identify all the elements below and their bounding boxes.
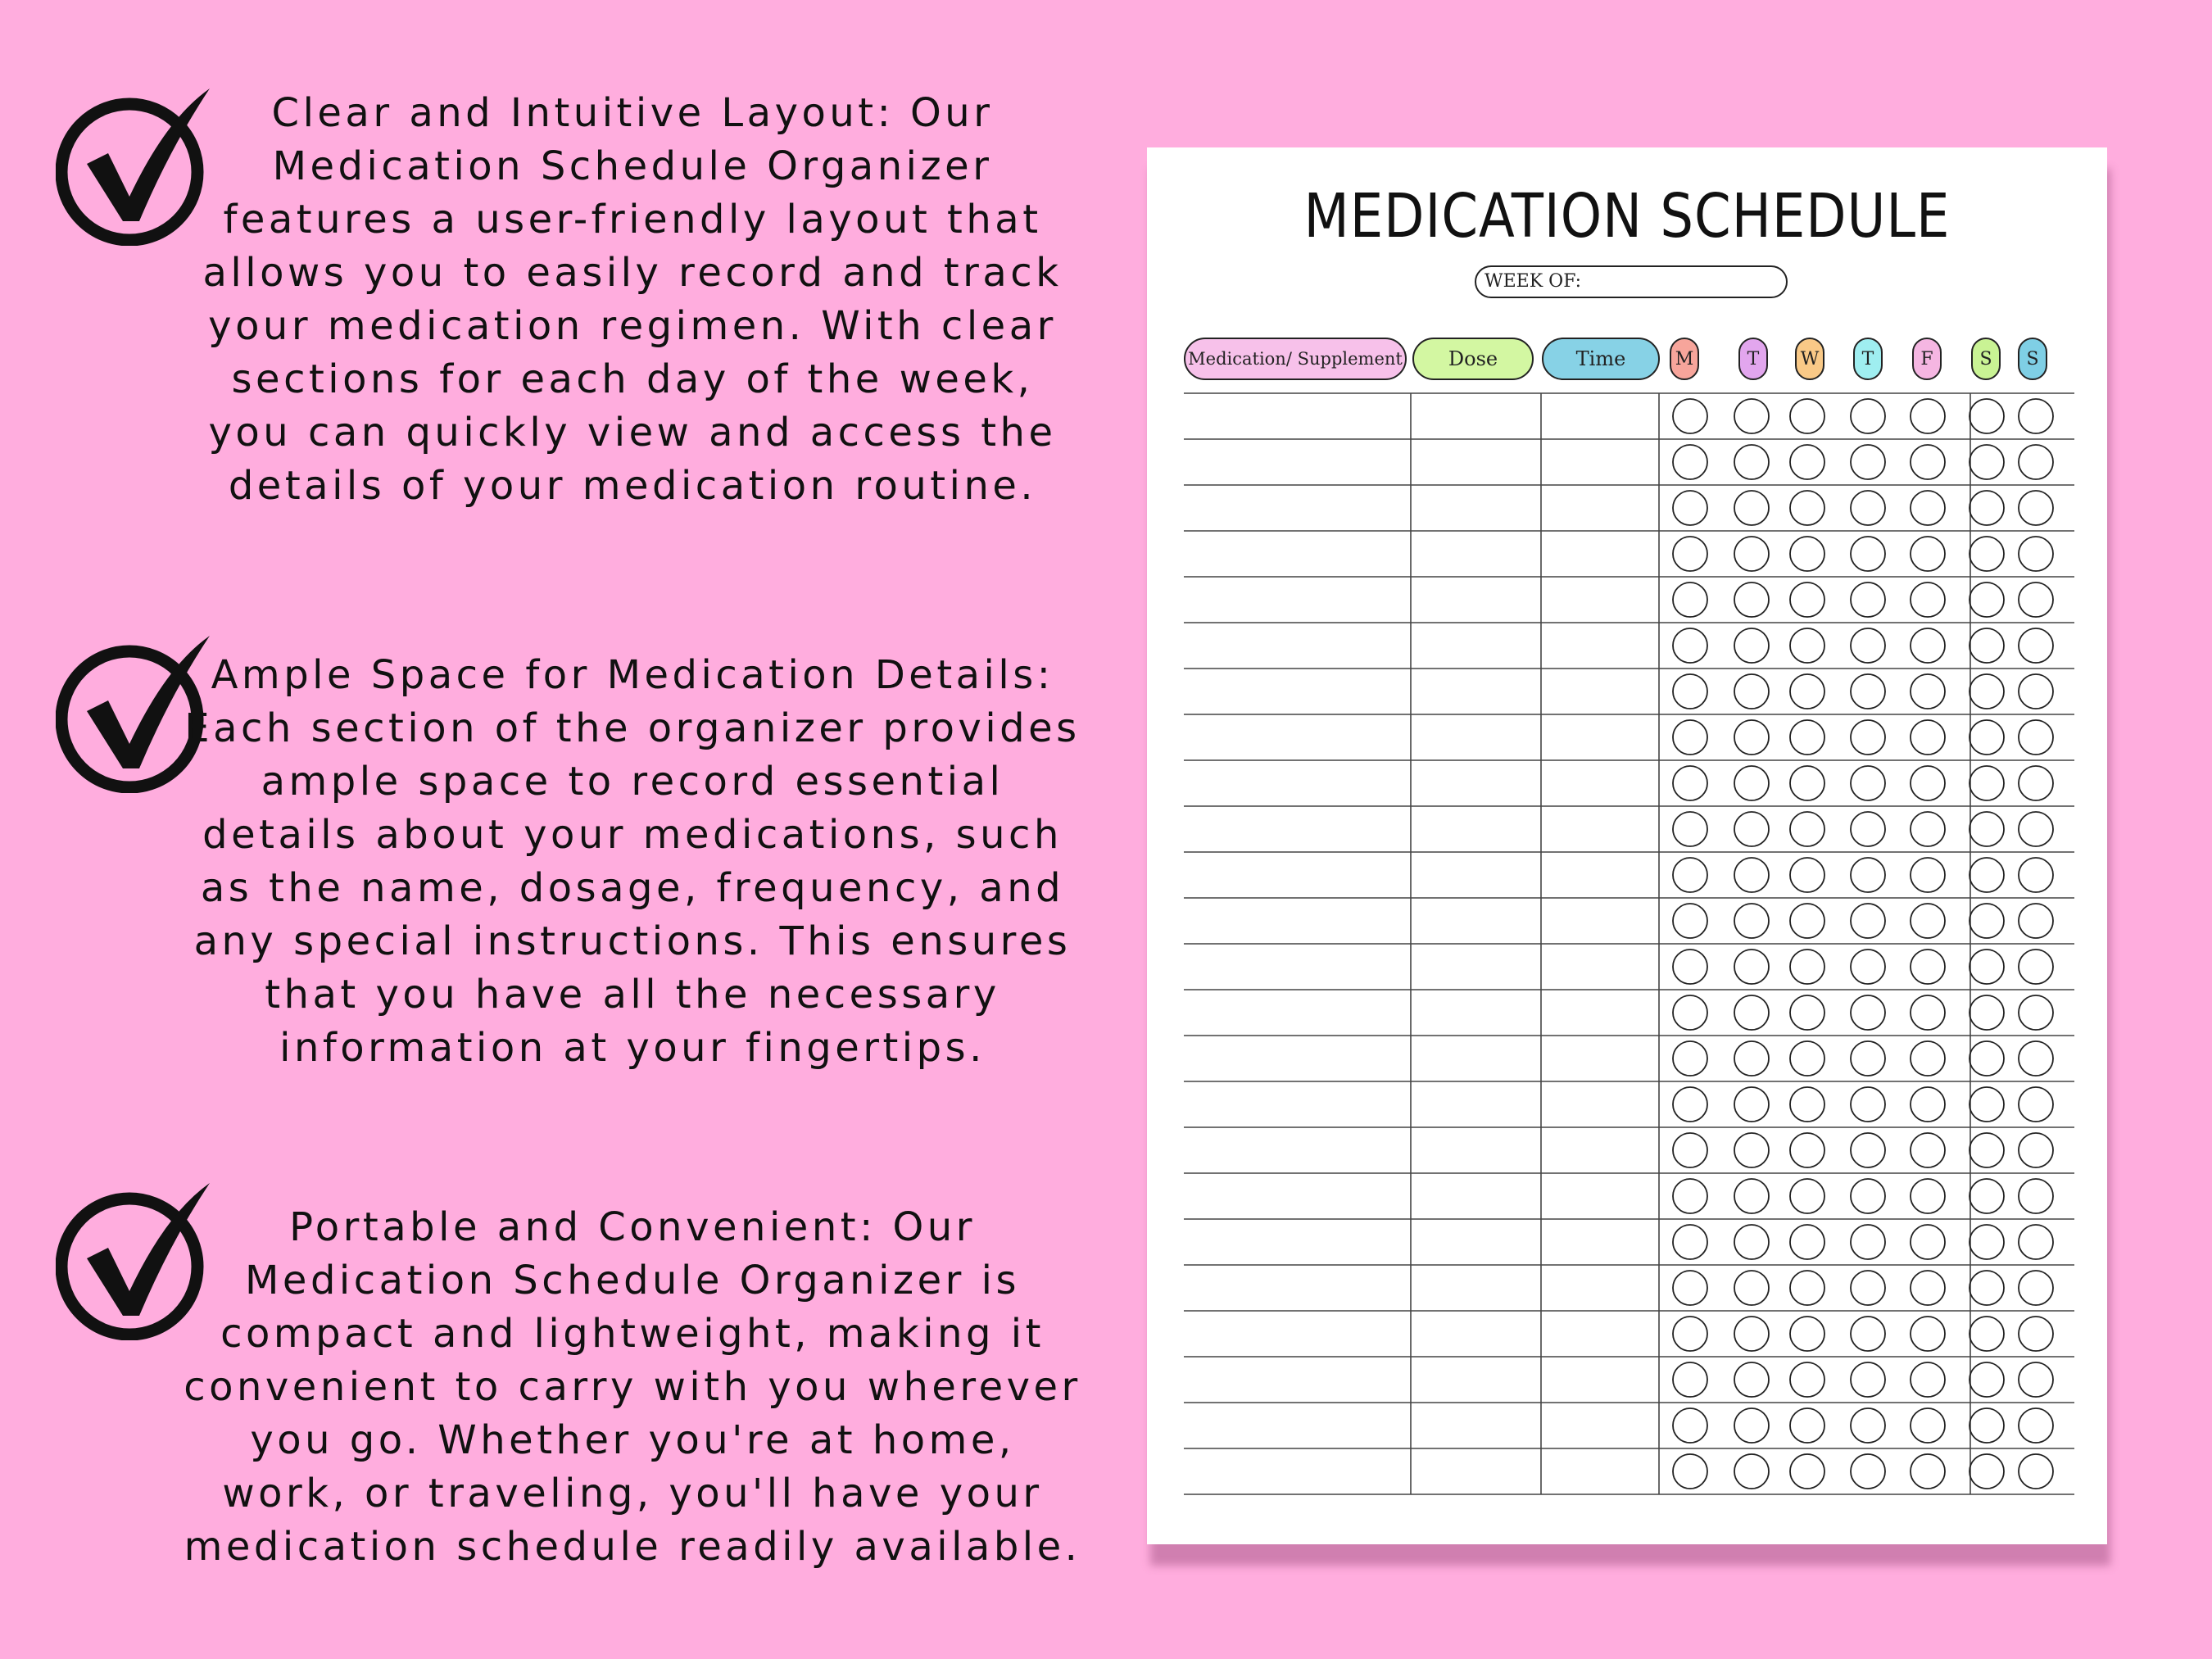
dose-checkbox-tuesday[interactable] xyxy=(1734,1179,1769,1213)
dose-checkbox-wednesday[interactable] xyxy=(1790,720,1824,755)
dose-checkbox-thursday[interactable] xyxy=(1851,537,1885,571)
dose-checkbox-monday[interactable] xyxy=(1673,720,1707,755)
dose-checkbox-friday[interactable] xyxy=(1911,1454,1945,1489)
day-label: F xyxy=(1920,348,1933,369)
feature-1-text: Clear and Intuitive Layout: Our Medication Schedule Organizer features a user-friendly layout that allows you to easily record and track your medication regimen. With clear sections for each day of the week, you can quickly view and access the details of your medication routine. xyxy=(202,90,1063,509)
dose-checkbox-tuesday[interactable] xyxy=(1734,950,1769,984)
dose-checkbox-friday[interactable] xyxy=(1911,766,1945,800)
dose-checkbox-wednesday[interactable] xyxy=(1790,1179,1824,1213)
dose-checkbox-tuesday[interactable] xyxy=(1734,858,1769,892)
dose-checkbox-sunday[interactable] xyxy=(2019,445,2053,479)
dose-checkbox-saturday[interactable] xyxy=(1969,491,2004,525)
week-of-label: WEEK OF: xyxy=(1484,271,1582,292)
dose-checkbox-saturday[interactable] xyxy=(1969,904,2004,938)
dose-checkbox-friday[interactable] xyxy=(1911,1225,1945,1259)
dose-checkbox-saturday[interactable] xyxy=(1969,582,2004,617)
dose-checkbox-tuesday[interactable] xyxy=(1734,1133,1769,1167)
dose-checkbox-saturday[interactable] xyxy=(1969,1271,2004,1305)
dose-checkbox-friday[interactable] xyxy=(1911,1179,1945,1213)
dose-checkbox-wednesday[interactable] xyxy=(1790,628,1824,663)
dose-checkbox-sunday[interactable] xyxy=(2019,1454,2053,1489)
dose-checkbox-sunday[interactable] xyxy=(2019,1271,2053,1305)
dose-checkbox-saturday[interactable] xyxy=(1969,674,2004,709)
dose-checkbox-thursday[interactable] xyxy=(1851,1225,1885,1259)
dose-checkbox-thursday[interactable] xyxy=(1851,1362,1885,1397)
dose-checkbox-monday[interactable] xyxy=(1673,858,1707,892)
dose-checkbox-friday[interactable] xyxy=(1911,1087,1945,1122)
dose-checkbox-tuesday[interactable] xyxy=(1734,445,1769,479)
dose-checkbox-wednesday[interactable] xyxy=(1790,445,1824,479)
dose-checkbox-thursday[interactable] xyxy=(1851,858,1885,892)
dose-checkbox-wednesday[interactable] xyxy=(1790,582,1824,617)
dose-checkbox-friday[interactable] xyxy=(1911,858,1945,892)
dose-checkbox-tuesday[interactable] xyxy=(1734,995,1769,1030)
dose-checkbox-wednesday[interactable] xyxy=(1790,858,1824,892)
dose-checkbox-tuesday[interactable] xyxy=(1734,1408,1769,1443)
dose-checkbox-wednesday[interactable] xyxy=(1790,537,1824,571)
dose-checkbox-sunday[interactable] xyxy=(2019,1133,2053,1167)
day-label: M xyxy=(1675,348,1694,369)
dose-checkbox-saturday[interactable] xyxy=(1969,399,2004,433)
dose-checkbox-saturday[interactable] xyxy=(1969,720,2004,755)
dose-checkbox-monday[interactable] xyxy=(1673,1454,1707,1489)
dose-checkbox-sunday[interactable] xyxy=(2019,950,2053,984)
dose-checkbox-wednesday[interactable] xyxy=(1790,812,1824,846)
header-dose-label: Dose xyxy=(1448,347,1498,370)
dose-checkbox-wednesday[interactable] xyxy=(1790,1408,1824,1443)
dose-checkbox-tuesday[interactable] xyxy=(1734,1362,1769,1397)
dose-checkbox-thursday[interactable] xyxy=(1851,1041,1885,1076)
dose-checkbox-sunday[interactable] xyxy=(2019,1408,2053,1443)
day-label: S xyxy=(1979,348,1992,369)
dose-checkbox-friday[interactable] xyxy=(1911,628,1945,663)
dose-checkbox-wednesday[interactable] xyxy=(1790,766,1824,800)
dose-checkbox-friday[interactable] xyxy=(1911,491,1945,525)
dose-checkbox-thursday[interactable] xyxy=(1851,766,1885,800)
dose-checkbox-friday[interactable] xyxy=(1911,995,1945,1030)
dose-checkbox-sunday[interactable] xyxy=(2019,812,2053,846)
dose-checkbox-saturday[interactable] xyxy=(1969,537,2004,571)
dose-checkbox-sunday[interactable] xyxy=(2019,674,2053,709)
dose-checkbox-thursday[interactable] xyxy=(1851,674,1885,709)
dose-checkbox-saturday[interactable] xyxy=(1969,628,2004,663)
dose-checkbox-thursday[interactable] xyxy=(1851,720,1885,755)
dose-checkbox-monday[interactable] xyxy=(1673,537,1707,571)
day-label: W xyxy=(1800,348,1820,369)
dose-checkbox-tuesday[interactable] xyxy=(1734,904,1769,938)
dose-checkbox-sunday[interactable] xyxy=(2019,1179,2053,1213)
dose-checkbox-thursday[interactable] xyxy=(1851,582,1885,617)
dose-checkbox-wednesday[interactable] xyxy=(1790,399,1824,433)
dose-checkbox-wednesday[interactable] xyxy=(1790,1454,1824,1489)
dose-checkbox-thursday[interactable] xyxy=(1851,628,1885,663)
dose-checkbox-thursday[interactable] xyxy=(1851,1408,1885,1443)
dose-checkbox-tuesday[interactable] xyxy=(1734,537,1769,571)
dose-checkbox-friday[interactable] xyxy=(1911,1133,1945,1167)
feature-3-text: Portable and Convenient: Our Medication Schedule Organizer is compact and lightweight, making it convenient to carry with you wherever you go. Whether you're at home, work, or traveling, you'll have your medication schedule readily available. xyxy=(184,1204,1081,1570)
dose-checkbox-sunday[interactable] xyxy=(2019,582,2053,617)
dose-checkbox-monday[interactable] xyxy=(1673,1041,1707,1076)
dose-checkbox-wednesday[interactable] xyxy=(1790,1271,1824,1305)
dose-checkbox-tuesday[interactable] xyxy=(1734,491,1769,525)
dose-checkbox-friday[interactable] xyxy=(1911,1271,1945,1305)
dose-checkbox-friday[interactable] xyxy=(1911,537,1945,571)
sheet-title: MEDICATION SCHEDULE xyxy=(1303,182,1951,252)
dose-checkbox-saturday[interactable] xyxy=(1969,1454,2004,1489)
dose-checkbox-sunday[interactable] xyxy=(2019,766,2053,800)
dose-checkbox-thursday[interactable] xyxy=(1851,399,1885,433)
dose-checkbox-monday[interactable] xyxy=(1673,582,1707,617)
dose-checkbox-thursday[interactable] xyxy=(1851,491,1885,525)
dose-checkbox-friday[interactable] xyxy=(1911,399,1945,433)
dose-checkbox-saturday[interactable] xyxy=(1969,995,2004,1030)
dose-checkbox-thursday[interactable] xyxy=(1851,445,1885,479)
dose-checkbox-tuesday[interactable] xyxy=(1734,1087,1769,1122)
dose-checkbox-sunday[interactable] xyxy=(2019,720,2053,755)
dose-checkbox-tuesday[interactable] xyxy=(1734,674,1769,709)
dose-checkbox-sunday[interactable] xyxy=(2019,1087,2053,1122)
dose-checkbox-monday[interactable] xyxy=(1673,1087,1707,1122)
dose-checkbox-wednesday[interactable] xyxy=(1790,1041,1824,1076)
dose-checkbox-saturday[interactable] xyxy=(1969,1041,2004,1076)
dose-checkbox-monday[interactable] xyxy=(1673,766,1707,800)
day-label: T xyxy=(1747,348,1760,369)
dose-checkbox-monday[interactable] xyxy=(1673,1362,1707,1397)
dose-checkbox-sunday[interactable] xyxy=(2019,904,2053,938)
dose-checkbox-tuesday[interactable] xyxy=(1734,1225,1769,1259)
dose-checkbox-thursday[interactable] xyxy=(1851,1133,1885,1167)
dose-checkbox-tuesday[interactable] xyxy=(1734,720,1769,755)
dose-checkbox-thursday[interactable] xyxy=(1851,1179,1885,1213)
dose-checkbox-friday[interactable] xyxy=(1911,582,1945,617)
dose-checkbox-wednesday[interactable] xyxy=(1790,1087,1824,1122)
dose-checkbox-tuesday[interactable] xyxy=(1734,628,1769,663)
dose-checkbox-monday[interactable] xyxy=(1673,904,1707,938)
dose-checkbox-sunday[interactable] xyxy=(2019,1362,2053,1397)
dose-checkbox-tuesday[interactable] xyxy=(1734,399,1769,433)
dose-checkbox-sunday[interactable] xyxy=(2019,491,2053,525)
dose-checkbox-saturday[interactable] xyxy=(1969,1317,2004,1351)
dose-checkbox-friday[interactable] xyxy=(1911,720,1945,755)
dose-checkbox-friday[interactable] xyxy=(1911,950,1945,984)
dose-checkbox-friday[interactable] xyxy=(1911,1041,1945,1076)
dose-checkbox-sunday[interactable] xyxy=(2019,399,2053,433)
dose-checkbox-sunday[interactable] xyxy=(2019,1225,2053,1259)
dose-checkbox-monday[interactable] xyxy=(1673,674,1707,709)
dose-checkbox-monday[interactable] xyxy=(1673,1408,1707,1443)
dose-checkbox-tuesday[interactable] xyxy=(1734,1271,1769,1305)
day-label: S xyxy=(2026,348,2039,369)
dose-checkbox-wednesday[interactable] xyxy=(1790,491,1824,525)
dose-checkbox-friday[interactable] xyxy=(1911,1408,1945,1443)
dose-checkbox-monday[interactable] xyxy=(1673,812,1707,846)
dose-checkbox-thursday[interactable] xyxy=(1851,1087,1885,1122)
header-medication-label: Medication/ Supplement xyxy=(1188,349,1403,369)
header-time-label: Time xyxy=(1575,347,1626,370)
feature-2-text: Ample Space for Medication Details: Each section of the organizer provides ample space to record essential details about your medications, such as the name, dosage, frequency, and any special instructions. This ensures that you have all the necessary information at your fingertips. xyxy=(184,652,1081,1071)
dose-checkbox-monday[interactable] xyxy=(1673,1317,1707,1351)
dose-checkbox-friday[interactable] xyxy=(1911,445,1945,479)
dose-checkbox-sunday[interactable] xyxy=(2019,628,2053,663)
dose-checkbox-friday[interactable] xyxy=(1911,1317,1945,1351)
dose-checkbox-saturday[interactable] xyxy=(1969,1225,2004,1259)
dose-checkbox-tuesday[interactable] xyxy=(1734,812,1769,846)
dose-checkbox-saturday[interactable] xyxy=(1969,445,2004,479)
dose-checkbox-tuesday[interactable] xyxy=(1734,582,1769,617)
dose-checkbox-sunday[interactable] xyxy=(2019,537,2053,571)
medication-schedule-sheet xyxy=(1147,147,2107,1544)
dose-checkbox-monday[interactable] xyxy=(1673,1133,1707,1167)
dose-checkbox-wednesday[interactable] xyxy=(1790,1362,1824,1397)
dose-checkbox-thursday[interactable] xyxy=(1851,904,1885,938)
dose-checkbox-wednesday[interactable] xyxy=(1790,950,1824,984)
day-label: T xyxy=(1861,348,1874,369)
dose-checkbox-sunday[interactable] xyxy=(2019,1041,2053,1076)
dose-checkbox-monday[interactable] xyxy=(1673,491,1707,525)
dose-checkbox-wednesday[interactable] xyxy=(1790,995,1824,1030)
dose-checkbox-monday[interactable] xyxy=(1673,445,1707,479)
dose-checkbox-thursday[interactable] xyxy=(1851,950,1885,984)
dose-checkbox-wednesday[interactable] xyxy=(1790,674,1824,709)
dose-checkbox-friday[interactable] xyxy=(1911,812,1945,846)
dose-checkbox-thursday[interactable] xyxy=(1851,812,1885,846)
dose-checkbox-friday[interactable] xyxy=(1911,1362,1945,1397)
dose-checkbox-saturday[interactable] xyxy=(1969,1362,2004,1397)
dose-checkbox-saturday[interactable] xyxy=(1969,858,2004,892)
dose-checkbox-thursday[interactable] xyxy=(1851,1317,1885,1351)
dose-checkbox-tuesday[interactable] xyxy=(1734,1317,1769,1351)
dose-checkbox-thursday[interactable] xyxy=(1851,995,1885,1030)
dose-checkbox-saturday[interactable] xyxy=(1969,1179,2004,1213)
dose-checkbox-friday[interactable] xyxy=(1911,904,1945,938)
dose-checkbox-friday[interactable] xyxy=(1911,674,1945,709)
dose-checkbox-saturday[interactable] xyxy=(1969,1087,2004,1122)
dose-checkbox-saturday[interactable] xyxy=(1969,1133,2004,1167)
dose-checkbox-saturday[interactable] xyxy=(1969,766,2004,800)
dose-checkbox-tuesday[interactable] xyxy=(1734,766,1769,800)
dose-checkbox-wednesday[interactable] xyxy=(1790,1225,1824,1259)
dose-checkbox-tuesday[interactable] xyxy=(1734,1041,1769,1076)
schedule-grid xyxy=(1147,147,2107,1544)
dose-checkbox-monday[interactable] xyxy=(1673,1271,1707,1305)
dose-checkbox-thursday[interactable] xyxy=(1851,1454,1885,1489)
dose-checkbox-sunday[interactable] xyxy=(2019,858,2053,892)
dose-checkbox-sunday[interactable] xyxy=(2019,1317,2053,1351)
dose-checkbox-monday[interactable] xyxy=(1673,950,1707,984)
dose-checkbox-sunday[interactable] xyxy=(2019,995,2053,1030)
dose-checkbox-thursday[interactable] xyxy=(1851,1271,1885,1305)
dose-checkbox-wednesday[interactable] xyxy=(1790,1317,1824,1351)
dose-checkbox-monday[interactable] xyxy=(1673,628,1707,663)
dose-checkbox-wednesday[interactable] xyxy=(1790,904,1824,938)
dose-checkbox-saturday[interactable] xyxy=(1969,812,2004,846)
dose-checkbox-tuesday[interactable] xyxy=(1734,1454,1769,1489)
dose-checkbox-saturday[interactable] xyxy=(1969,1408,2004,1443)
dose-checkbox-wednesday[interactable] xyxy=(1790,1133,1824,1167)
dose-checkbox-monday[interactable] xyxy=(1673,399,1707,433)
dose-checkbox-monday[interactable] xyxy=(1673,1179,1707,1213)
dose-checkbox-monday[interactable] xyxy=(1673,1225,1707,1259)
dose-checkbox-monday[interactable] xyxy=(1673,995,1707,1030)
dose-checkbox-saturday[interactable] xyxy=(1969,950,2004,984)
